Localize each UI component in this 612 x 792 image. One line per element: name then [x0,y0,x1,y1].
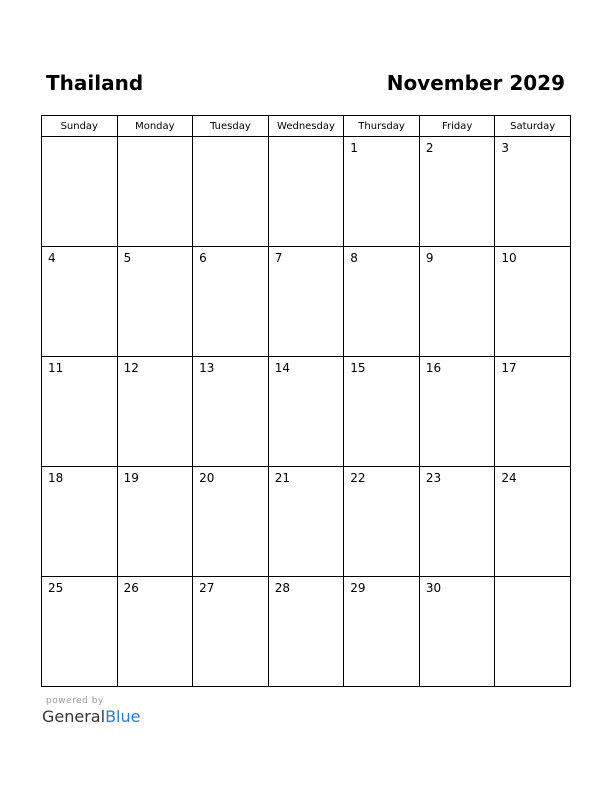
day-cell [268,357,344,467]
day-cell [117,247,193,357]
day-cell [42,577,118,687]
day-cell [268,577,344,687]
day-number: 6 [199,251,207,265]
day-number: 21 [274,471,290,485]
day-number: 28 [274,581,290,595]
country-title: Thailand [46,71,144,95]
generalblue-logo[interactable] [42,707,140,727]
day-cell [193,467,269,577]
day-cell [117,467,193,577]
day-number: 27 [199,581,215,595]
day-number: 5 [123,251,132,265]
day-cell [268,137,344,247]
day-number: 30 [425,581,442,595]
day-number: 24 [501,471,517,485]
day-cell [193,137,269,247]
day-cell [193,247,269,357]
brand-general-text: General [42,707,106,726]
day-number: 15 [350,361,366,375]
weekday-header: Wednesday [268,116,344,137]
day-number: 22 [350,471,366,485]
day-cell [42,467,118,577]
day-number: 17 [501,361,517,375]
day-cell [419,137,495,247]
day-cell [117,577,193,687]
powered-by-text: powered by [46,696,104,706]
day-cell [42,247,118,357]
day-cell [495,577,571,687]
day-number: 8 [350,251,358,265]
weekday-header: Thursday [344,116,420,137]
week-row [42,467,571,577]
day-number: 13 [199,361,215,375]
week-row [42,247,571,357]
day-cell [193,357,269,467]
weekday-header: Friday [419,116,495,137]
day-cell [42,357,118,467]
week-row [42,357,571,467]
day-cell [117,137,193,247]
day-cell [344,247,420,357]
day-number: 18 [48,471,64,485]
day-number [269,137,344,141]
day-number: 14 [274,361,290,375]
day-number: 11 [48,361,64,375]
day-number: 12 [123,361,139,375]
day-number: 25 [48,581,64,595]
day-cell [419,467,495,577]
day-cell [344,577,420,687]
day-cell [117,357,193,467]
weekday-header: Tuesday [193,116,269,137]
day-cell [495,247,571,357]
month-year-title: November 2029 [386,71,565,95]
brand-blue-text: Blue [105,707,141,726]
day-cell [344,357,420,467]
week-row [42,137,571,247]
weekday-header: Sunday [42,116,118,137]
day-cell [495,467,571,577]
day-cell [344,467,420,577]
day-cell [419,357,495,467]
day-number: 19 [123,471,139,485]
day-cell [268,247,344,357]
day-number: 16 [425,361,442,375]
day-cell [419,577,495,687]
day-cell [344,137,420,247]
day-number: 26 [123,581,139,595]
day-cell [268,467,344,577]
day-number: 20 [199,471,215,485]
footer-credit [42,696,140,727]
day-cell [495,357,571,467]
weekday-header: Monday [117,116,193,137]
day-number [118,137,193,141]
day-number: 29 [350,581,366,595]
day-number: 7 [274,251,283,265]
day-number [495,577,570,581]
day-cell [42,137,118,247]
weekday-header-row [42,116,571,137]
day-number: 4 [48,251,56,265]
calendar-grid [41,115,571,687]
day-number: 10 [501,251,517,265]
weekday-header: Saturday [495,116,571,137]
week-row [42,577,571,687]
day-number [42,137,117,141]
day-number: 23 [425,471,442,485]
day-number: 1 [350,141,358,155]
day-cell [193,577,269,687]
day-cell [495,137,571,247]
day-number [193,137,268,141]
day-cell [419,247,495,357]
day-number: 2 [425,141,434,155]
day-number: 3 [501,141,510,155]
day-number: 9 [425,251,434,265]
